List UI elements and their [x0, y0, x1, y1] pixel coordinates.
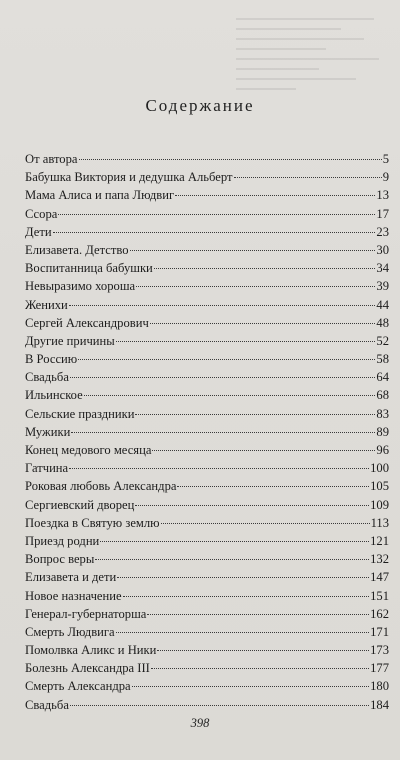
toc-entry[interactable] — [25, 150, 389, 168]
toc-entry-title: Свадьба — [25, 370, 69, 385]
toc-entry[interactable] — [25, 568, 389, 586]
toc-entry-page: 100 — [370, 461, 389, 476]
toc-entry-page: 147 — [370, 570, 389, 585]
toc-entry-page: 113 — [370, 515, 389, 530]
toc-entry-title: Мужики — [25, 424, 71, 439]
table-of-contents — [25, 150, 389, 714]
toc-entry-title: Другие причины — [25, 333, 115, 348]
dot-leader — [175, 195, 375, 196]
toc-entry[interactable] — [25, 696, 389, 714]
toc-entry-page: 17 — [376, 206, 389, 221]
dot-leader — [71, 432, 375, 433]
toc-entry-page: 34 — [376, 261, 389, 276]
toc-entry-page: 30 — [376, 242, 389, 257]
dot-leader — [116, 341, 376, 342]
toc-entry-title: Болезнь Александра III — [25, 661, 150, 676]
toc-entry-title: В Россию — [25, 352, 78, 367]
toc-entry-page: 5 — [382, 152, 389, 166]
dot-leader — [150, 323, 376, 324]
dot-leader — [136, 286, 375, 287]
toc-entry-page: 180 — [370, 679, 389, 694]
dot-leader — [123, 596, 370, 597]
toc-entry-page: 9 — [382, 170, 389, 185]
toc-entry-page: 109 — [370, 497, 389, 512]
toc-entry-title: Смерть Александра — [25, 679, 131, 694]
toc-entry-page: 39 — [376, 279, 389, 294]
toc-entry[interactable] — [25, 514, 389, 532]
toc-entry-title: Елизавета. Детство — [25, 242, 129, 257]
toc-entry-title: Сергей Александрович — [25, 315, 149, 330]
toc-entry[interactable] — [25, 532, 389, 550]
toc-entry-title: Сельские праздники — [25, 406, 135, 421]
dot-leader — [84, 395, 376, 396]
toc-entry-title: Приезд родни — [25, 533, 100, 548]
toc-entry-title: Генерал-губернаторша — [25, 606, 147, 621]
toc-entry[interactable] — [25, 623, 389, 641]
toc-entry-page: 121 — [370, 533, 389, 548]
toc-entry[interactable] — [25, 168, 389, 186]
toc-entry[interactable] — [25, 496, 389, 514]
dot-leader — [53, 232, 376, 233]
toc-entry[interactable] — [25, 641, 389, 659]
dot-leader — [152, 450, 375, 451]
toc-entry-title: Поездка в Святую землю — [25, 515, 160, 530]
toc-entry[interactable] — [25, 350, 389, 368]
dot-leader — [100, 541, 369, 542]
dot-leader — [161, 523, 370, 524]
toc-entry-title: Новое назначение — [25, 588, 122, 603]
toc-entry-title: Воспитанница бабушки — [25, 261, 153, 276]
toc-entry-page: 173 — [370, 643, 389, 658]
dot-leader — [135, 414, 375, 415]
toc-entry-page: 13 — [376, 188, 389, 203]
toc-entry-page: 23 — [376, 224, 389, 239]
toc-entry[interactable] — [25, 314, 389, 332]
toc-entry-page: 105 — [370, 479, 389, 494]
toc-entry[interactable] — [25, 605, 389, 623]
dot-leader — [70, 377, 375, 378]
toc-entry[interactable] — [25, 587, 389, 605]
toc-entry[interactable] — [25, 386, 389, 404]
toc-entry[interactable] — [25, 332, 389, 350]
toc-entry-title: Женихи — [25, 297, 68, 312]
toc-entry-page: 48 — [376, 315, 389, 330]
toc-entry-page: 132 — [370, 552, 389, 567]
toc-entry-page: 58 — [376, 352, 389, 367]
toc-entry-page: 83 — [376, 406, 389, 421]
toc-entry-title: Роковая любовь Александра — [25, 479, 177, 494]
toc-entry-title: Гатчина — [25, 461, 69, 476]
toc-entry-page: 177 — [370, 661, 389, 676]
toc-entry-page: 171 — [370, 624, 389, 639]
toc-entry-title: Невыразимо хороша — [25, 279, 136, 294]
toc-entry-title: Смерть Людвига — [25, 624, 115, 639]
page-number: 398 — [190, 716, 210, 730]
dot-leader — [70, 705, 369, 706]
toc-entry-title: Свадьба — [25, 697, 69, 712]
toc-entry[interactable] — [25, 459, 389, 477]
toc-entry-title: Ильинское — [25, 388, 83, 403]
toc-entry-title: Сергиевский дворец — [25, 497, 135, 512]
toc-entry-page: 52 — [376, 333, 389, 348]
toc-entry-title: Ссора — [25, 206, 58, 221]
toc-entry-title: От автора — [25, 152, 78, 166]
toc-entry[interactable] — [25, 186, 389, 204]
toc-entry[interactable] — [25, 277, 389, 295]
toc-entry-page: 151 — [370, 588, 389, 603]
toc-entry[interactable] — [25, 368, 389, 386]
toc-entry-title: Помолвка Аликс и Ники — [25, 643, 157, 658]
toc-entry-title: Мама Алиса и папа Людвиг — [25, 188, 175, 203]
toc-entry[interactable] — [25, 659, 389, 677]
toc-entry-page: 68 — [376, 388, 389, 403]
toc-entry[interactable] — [25, 441, 389, 459]
toc-entry[interactable] — [25, 477, 389, 495]
toc-entry-page: 184 — [370, 697, 389, 712]
toc-entry[interactable] — [25, 241, 389, 259]
toc-entry-page: 64 — [376, 370, 389, 385]
dot-leader — [116, 632, 369, 633]
dot-leader — [69, 468, 369, 469]
toc-entry[interactable] — [25, 205, 389, 223]
toc-entry[interactable] — [25, 677, 389, 695]
toc-entry[interactable] — [25, 405, 389, 423]
toc-entry[interactable] — [25, 423, 389, 441]
dot-leader — [58, 214, 375, 215]
dot-leader — [157, 650, 369, 651]
toc-entry-title: Конец медового месяца — [25, 443, 152, 457]
page-title: Содержание — [145, 96, 255, 115]
toc-entry-title: Бабушка Виктория и дедушка Альберт — [25, 170, 233, 185]
dot-leader — [69, 305, 376, 306]
toc-entry-title: Дети — [25, 224, 52, 239]
dot-leader — [177, 486, 369, 487]
toc-entry[interactable] — [25, 223, 389, 241]
dot-leader — [132, 686, 369, 687]
toc-entry-page: 89 — [376, 424, 389, 439]
dot-leader — [234, 177, 382, 178]
dot-leader — [130, 250, 376, 251]
dot-leader — [95, 559, 369, 560]
toc-entry-title: Елизавета и дети — [25, 570, 117, 585]
toc-entry[interactable] — [25, 550, 389, 568]
toc-entry[interactable] — [25, 259, 389, 277]
toc-entry-page: 96 — [376, 443, 389, 457]
toc-entry[interactable] — [25, 296, 389, 314]
dot-leader — [79, 159, 382, 160]
toc-entry-page: 162 — [370, 606, 389, 621]
toc-entry-page: 44 — [376, 297, 389, 312]
dot-leader — [151, 668, 369, 669]
dot-leader — [154, 268, 376, 269]
dot-leader — [78, 359, 375, 360]
dot-leader — [117, 577, 369, 578]
toc-entry-title: Вопрос веры — [25, 552, 95, 567]
dot-leader — [147, 614, 369, 615]
dot-leader — [135, 505, 369, 506]
